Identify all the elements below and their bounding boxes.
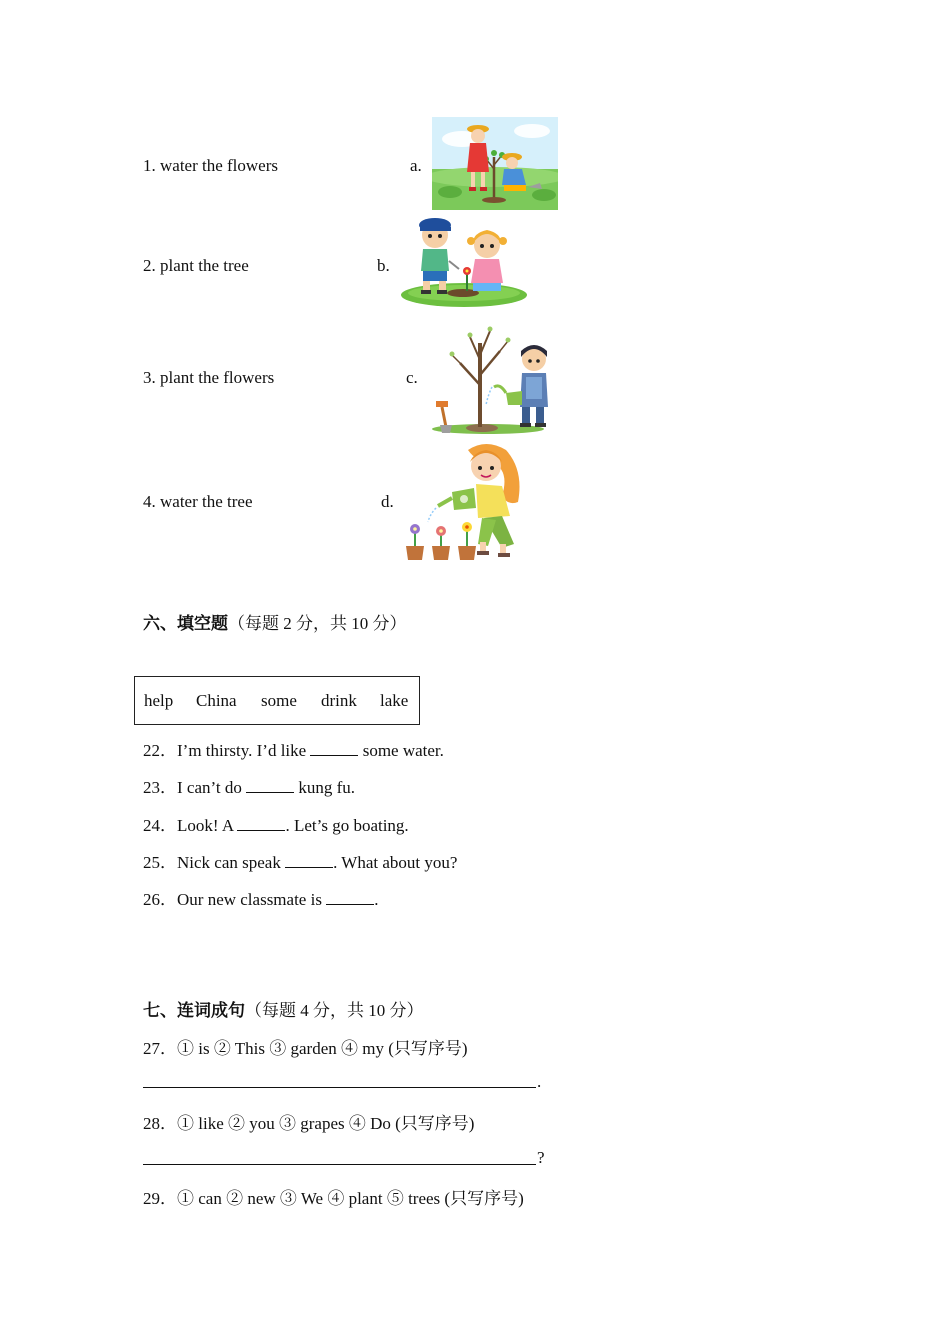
item-text: plant the flowers [160,368,275,387]
question-text: Look! A [177,816,238,835]
match-item-2 [143,256,249,276]
question-number: 25． [143,853,177,872]
question-text: . What about you? [333,853,458,872]
item-text: water the flowers [160,156,279,175]
answer-blank[interactable] [326,890,374,905]
question-text: ① is ② This ③ garden ④ my (只写序号) [177,1039,468,1058]
word-bank-word: help [144,691,174,710]
match-letter-d: d. [381,492,394,511]
word-bank-word: China [196,691,237,710]
question-text: I can’t do [177,778,247,797]
girl-watering-flowers-icon [402,440,524,560]
question-number: 24． [143,816,177,835]
word-bank-word: some [261,691,297,710]
answer-line[interactable] [143,1087,536,1088]
item-number: 4. [143,492,156,511]
section-title: 六、填空题 [143,614,228,633]
question-text: . [374,890,379,909]
answer-blank[interactable] [237,816,285,831]
section-6-heading [143,609,407,634]
question-27 [143,1034,468,1059]
boy-watering-tree-icon [430,315,552,436]
section-note: （每题 4 分，共 10 分） [245,1001,424,1020]
question-22 [143,736,444,761]
answer-line-end: ? [537,1148,545,1167]
question-text: kung fu. [294,778,356,797]
question-25 [143,848,457,873]
children-planting-tree-icon [432,117,558,210]
match-letter-c: c. [406,368,418,387]
match-letter-b: b. [377,256,390,275]
item-text: water the tree [160,492,253,511]
question-text: Nick can speak [177,853,286,872]
section-note: （每题 2 分，共 10 分） [228,614,407,633]
question-text: I’m thirsty. I’d like [177,741,311,760]
question-text: some water. [358,741,444,760]
match-item-3 [143,368,274,388]
question-number: 29． [143,1189,177,1208]
question-number: 23． [143,778,177,797]
match-letter-a: a. [410,156,422,175]
word-bank-word: drink [321,691,357,710]
item-number: 2. [143,256,156,275]
match-item-1 [143,156,278,176]
answer-blank[interactable] [285,853,333,868]
section-7-heading [143,996,424,1021]
question-number: 26． [143,890,177,909]
word-bank-box [134,676,420,725]
question-text: ① can ② new ③ We ④ plant ⑤ trees (只写序号) [177,1189,524,1208]
answer-blank[interactable] [310,741,358,756]
children-planting-flowers-icon [401,215,527,309]
question-number: 27． [143,1039,177,1058]
section-title: 七、连词成句 [143,1001,245,1020]
question-text: Our new classmate is [177,890,327,909]
question-28 [143,1109,474,1134]
answer-line[interactable] [143,1164,536,1165]
item-number: 1. [143,156,156,175]
answer-blank[interactable] [246,778,294,793]
answer-line-end: . [537,1072,542,1091]
question-text: . Let’s go boating. [285,816,409,835]
question-text: ① like ② you ③ grapes ④ Do (只写序号) [177,1114,475,1133]
match-item-4 [143,492,253,512]
item-text: plant the tree [160,256,249,275]
word-bank-word: lake [380,691,409,710]
question-26 [143,885,378,910]
question-23 [143,773,355,798]
question-29 [143,1184,524,1209]
question-number: 28． [143,1114,177,1133]
question-24 [143,811,409,836]
question-number: 22． [143,741,177,760]
item-number: 3. [143,368,156,387]
